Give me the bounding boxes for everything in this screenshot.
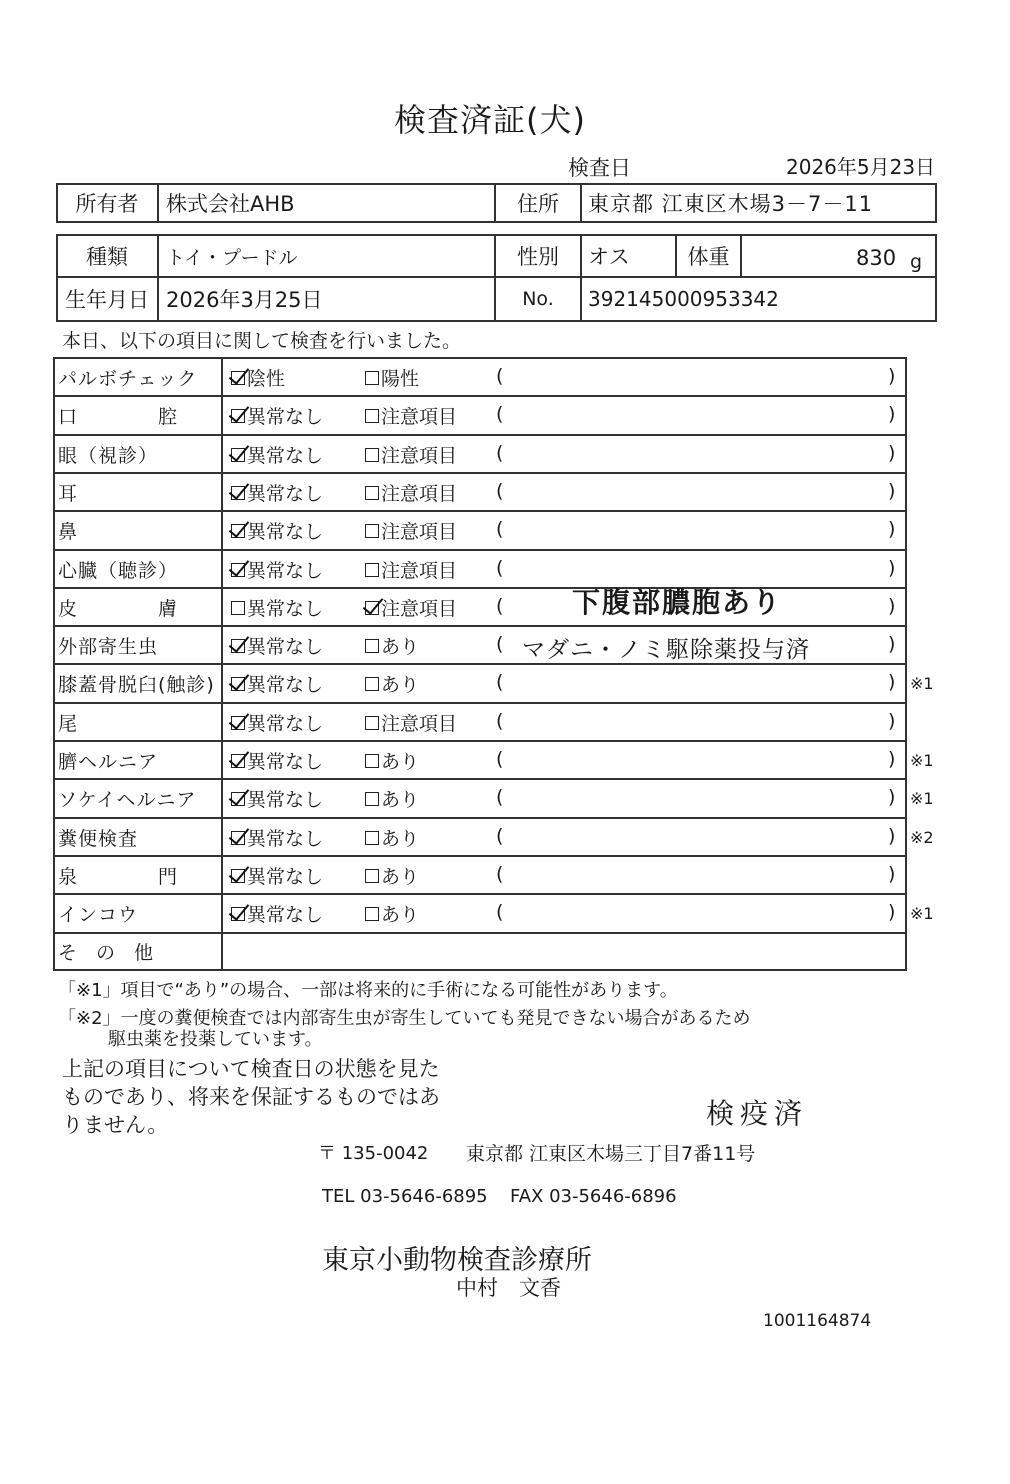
address-label: 住所 — [517, 192, 559, 216]
option-2[interactable] — [365, 704, 457, 740]
checkbox-icon[interactable] — [231, 524, 245, 538]
paren-close: ) — [888, 480, 896, 502]
option-1[interactable] — [231, 742, 323, 778]
option-1[interactable] — [231, 359, 285, 395]
option-1[interactable] — [231, 857, 323, 893]
paren-close: ) — [888, 863, 896, 885]
weight-label: 体重 — [687, 245, 730, 269]
paren-close: ) — [888, 595, 896, 617]
checkbox-icon[interactable] — [365, 716, 379, 730]
intro-text: 本日、以下の項目に関して検査を行いました。 — [62, 330, 462, 352]
breed-label: 種類 — [86, 245, 128, 269]
clinic-name: 東京小動物検査診療所 — [322, 1245, 592, 1276]
paren-close: ) — [888, 365, 896, 387]
option-1-label: 異常なし — [247, 405, 324, 428]
paren-close: ) — [888, 786, 896, 808]
owner-label: 所有者 — [75, 192, 139, 216]
option-1-label: 異常なし — [247, 559, 324, 582]
option-1[interactable] — [231, 665, 323, 701]
footnote-mark: ※1 — [910, 789, 934, 808]
number-label: No. — [522, 288, 554, 310]
paren-open: ( — [496, 901, 504, 923]
inspection-item-label: 眼（視診） — [58, 444, 159, 467]
paren-close: ) — [888, 671, 896, 693]
checkbox-icon[interactable] — [365, 677, 379, 691]
paren-open: ( — [496, 442, 504, 464]
paren-open: ( — [496, 633, 504, 655]
checkbox-icon[interactable] — [231, 486, 245, 500]
paren-close: ) — [888, 442, 896, 464]
footnote-mark: ※1 — [910, 751, 934, 770]
page-title: 検査済証(犬) — [394, 101, 586, 139]
option-1[interactable] — [231, 551, 323, 587]
option-2-label: あり — [381, 827, 420, 850]
birthdate-label: 生年月日 — [65, 288, 149, 312]
option-2[interactable] — [365, 512, 457, 548]
paren-open: ( — [496, 518, 504, 540]
paren-open: ( — [496, 403, 504, 425]
inspection-item-label: 臍ヘルニア — [58, 750, 159, 773]
option-1[interactable] — [231, 397, 323, 433]
paren-open: ( — [496, 671, 504, 693]
option-2[interactable] — [365, 780, 419, 816]
option-2[interactable] — [365, 742, 419, 778]
option-2-label: あり — [381, 673, 420, 696]
birthdate-value: 2026年3月25日 — [166, 288, 323, 312]
option-1-label: 異常なし — [247, 635, 324, 658]
inspection-item-label: 糞便検査 — [58, 827, 139, 850]
option-2-label: 注意項目 — [381, 482, 458, 505]
option-1[interactable] — [231, 512, 323, 548]
inspection-item-label: ソケイヘルニア — [58, 788, 197, 811]
inspection-item-label: インコウ — [58, 903, 139, 926]
paren-close: ) — [888, 557, 896, 579]
option-2-label: あり — [381, 788, 420, 811]
option-1-label: 異常なし — [247, 865, 324, 888]
footnote-mark: ※1 — [910, 904, 934, 923]
footnote-2-cont: 駆虫薬を投薬しています。 — [108, 1029, 323, 1050]
option-1-label: 異常なし — [247, 903, 324, 926]
option-2[interactable] — [365, 857, 419, 893]
checkbox-icon[interactable] — [365, 639, 379, 653]
option-2[interactable] — [365, 474, 457, 510]
inspection-item-label: 膝蓋骨脱臼(触診) — [58, 673, 215, 696]
checkbox-icon[interactable] — [231, 677, 245, 691]
option-2[interactable] — [365, 895, 419, 931]
checkbox-icon[interactable] — [231, 907, 245, 921]
paren-open: ( — [496, 557, 504, 579]
option-2-label: 注意項目 — [381, 597, 458, 620]
checkbox-icon[interactable] — [231, 716, 245, 730]
paren-close: ) — [888, 825, 896, 847]
weight-value: 830 — [856, 246, 897, 270]
paren-open: ( — [496, 595, 504, 617]
clinic-address: 東京都 江東区木場三丁目7番11号 — [466, 1143, 756, 1165]
footnote-1: 「※1」項目で“あり”の場合、一部は将来的に手術になる可能性があります。 — [58, 980, 678, 1001]
footnote-mark: ※1 — [910, 674, 934, 693]
exam-date: 2026年5月23日 — [786, 155, 936, 179]
option-1-label: 異常なし — [247, 827, 324, 850]
paren-open: ( — [496, 710, 504, 732]
option-1[interactable] — [231, 627, 323, 663]
option-1[interactable] — [231, 474, 323, 510]
option-1[interactable] — [231, 589, 323, 625]
number-value: 392145000953342 — [588, 287, 779, 311]
option-1-label: 異常なし — [247, 750, 324, 773]
checkbox-icon[interactable] — [231, 754, 245, 768]
checkbox-icon[interactable] — [365, 409, 379, 423]
paren-open: ( — [496, 748, 504, 770]
option-2-label: 注意項目 — [381, 559, 458, 582]
option-2[interactable] — [365, 819, 419, 855]
other-label: そ の 他 — [58, 941, 154, 964]
option-2-label: あり — [381, 865, 420, 888]
checkbox-icon[interactable] — [365, 563, 379, 577]
inspection-item-label: 外部寄生虫 — [58, 635, 159, 658]
disclaimer: 上記の項目について検査日の状態を見たものであり、将来を保証するものではありません。 — [62, 1057, 440, 1137]
option-1-label: 異常なし — [247, 520, 324, 543]
checkbox-icon[interactable] — [231, 601, 245, 615]
inspection-item-label: 泉 門 — [58, 865, 179, 888]
option-1-label: 異常なし — [247, 673, 324, 696]
option-1-label: 異常なし — [247, 444, 324, 467]
breed-value: トイ・プードル — [166, 246, 298, 269]
option-1-label: 異常なし — [247, 482, 324, 505]
checkbox-icon[interactable] — [365, 371, 379, 385]
footnote-2: 「※2」一度の糞便検査では内部寄生虫が寄生していても発見できない場合があるため — [58, 1008, 751, 1029]
option-2-label: 注意項目 — [381, 520, 458, 543]
paren-close: ) — [888, 748, 896, 770]
option-2-label: 注意項目 — [381, 712, 458, 735]
inspection-item-label: パルボチェック — [58, 367, 198, 390]
sex-label: 性別 — [517, 245, 559, 269]
paren-close: ) — [888, 901, 896, 923]
footnote-mark: ※2 — [910, 828, 934, 847]
weight-unit: g — [910, 251, 923, 273]
option-2[interactable] — [365, 551, 457, 587]
paren-close: ) — [888, 518, 896, 540]
owner-value: 株式会社AHB — [166, 192, 295, 216]
finding-note: 下腹部膿胞あり — [572, 586, 783, 619]
doctor-name: 中村 文香 — [456, 1276, 561, 1300]
exam-date-label: 検査日 — [568, 156, 631, 180]
checkbox-icon[interactable] — [365, 754, 379, 768]
option-2[interactable] — [365, 665, 419, 701]
option-2-label: あり — [381, 750, 420, 773]
paren-open: ( — [496, 480, 504, 502]
option-2[interactable] — [365, 627, 419, 663]
postal-code: 〒 135-0042 — [318, 1143, 429, 1164]
quarantine-stamp: 検疫済 — [706, 1097, 809, 1130]
checkbox-icon[interactable] — [365, 831, 379, 845]
option-2[interactable] — [365, 589, 457, 625]
option-2[interactable] — [365, 359, 419, 395]
clinic-tel: TEL 03-5646-6895 — [322, 1186, 488, 1207]
option-2-label: あり — [381, 635, 420, 658]
option-2-label: 陽性 — [381, 367, 420, 390]
checkbox-icon[interactable] — [231, 869, 245, 883]
option-1[interactable] — [231, 704, 323, 740]
option-1-label: 陰性 — [247, 367, 286, 390]
checkbox-icon[interactable] — [231, 371, 245, 385]
sex-value: オス — [588, 245, 630, 269]
inspection-item-label: 耳 — [58, 482, 79, 505]
checkbox-icon[interactable] — [231, 639, 245, 653]
checkbox-icon[interactable] — [231, 563, 245, 577]
checkbox-icon[interactable] — [365, 448, 379, 462]
option-1[interactable] — [231, 436, 323, 472]
checkbox-icon[interactable] — [365, 792, 379, 806]
option-1-label: 異常なし — [247, 712, 324, 735]
inspection-item-label: 鼻 — [58, 520, 79, 543]
checkbox-icon[interactable] — [365, 869, 379, 883]
checkbox-icon[interactable] — [365, 524, 379, 538]
paren-open: ( — [496, 825, 504, 847]
inspection-item-label: 尾 — [58, 712, 79, 735]
option-1-label: 異常なし — [247, 788, 324, 811]
checkbox-icon[interactable] — [231, 409, 245, 423]
inspection-item-label: 口 腔 — [58, 405, 179, 428]
checkbox-icon[interactable] — [365, 486, 379, 500]
paren-close: ) — [888, 710, 896, 732]
checkbox-icon[interactable] — [365, 601, 379, 615]
checkbox-icon[interactable] — [231, 792, 245, 806]
checkbox-icon[interactable] — [231, 831, 245, 845]
checkbox-icon[interactable] — [231, 448, 245, 462]
option-1[interactable] — [231, 780, 323, 816]
inspection-item-label: 心臓（聴診） — [58, 559, 179, 582]
finding-note: マダニ・ノミ駆除薬投与済 — [522, 636, 810, 663]
option-1[interactable] — [231, 819, 323, 855]
document-id: 1001164874 — [763, 1311, 872, 1331]
option-1[interactable] — [231, 895, 323, 931]
option-2[interactable] — [365, 436, 457, 472]
paren-open: ( — [496, 786, 504, 808]
option-1-label: 異常なし — [247, 597, 324, 620]
address-value: 東京都 江東区木場3－7－11 — [588, 192, 874, 216]
inspection-item-label: 皮 膚 — [58, 597, 179, 620]
option-2-label: 注意項目 — [381, 444, 458, 467]
clinic-fax: FAX 03-5646-6896 — [510, 1186, 677, 1207]
paren-open: ( — [496, 863, 504, 885]
paren-close: ) — [888, 403, 896, 425]
checkbox-icon[interactable] — [365, 907, 379, 921]
paren-close: ) — [888, 633, 896, 655]
option-2-label: あり — [381, 903, 420, 926]
option-2[interactable] — [365, 397, 457, 433]
paren-open: ( — [496, 365, 504, 387]
option-2-label: 注意項目 — [381, 405, 458, 428]
